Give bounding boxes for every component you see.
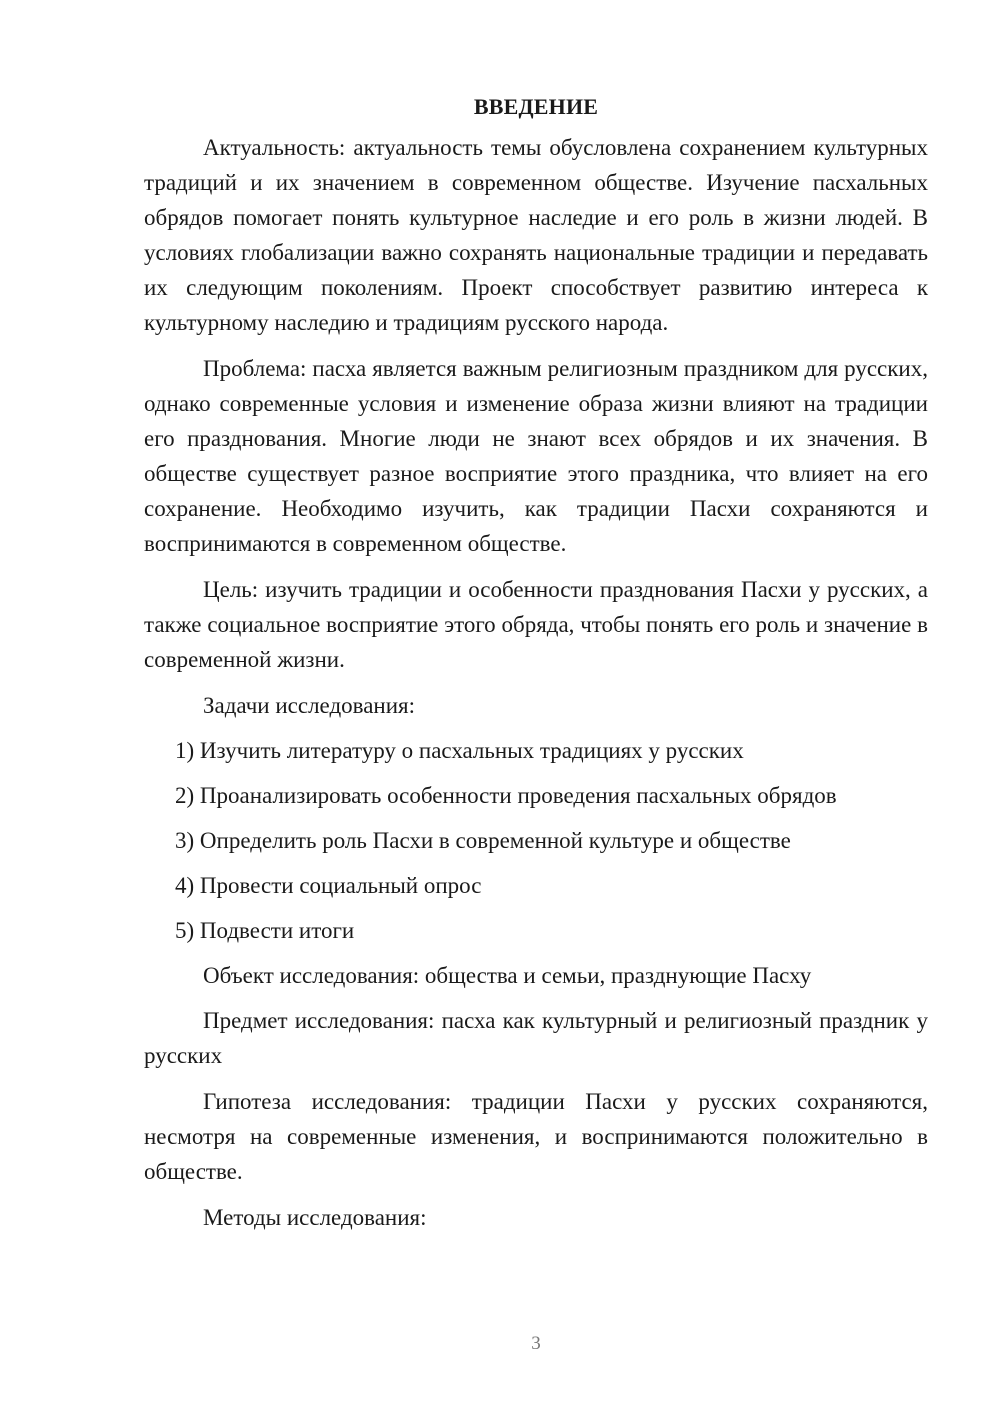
goal-paragraph: Цель: изучить традиции и особенности празднования Пасхи у русских, а также социальное восприятие этого обряда, чтобы понять его роль и значение в современной жизни. <box>144 577 928 672</box>
page-number: 3 <box>531 1333 541 1354</box>
list-item: 3) Определить роль Пасхи в современной культуре и обществе <box>175 828 791 853</box>
hypothesis-paragraph: Гипотеза исследования: традиции Пасхи у русских сохраняются, несмотря на современные изменения, и воспринимаются положительно в обществе. <box>144 1089 928 1184</box>
relevance-paragraph: Актуальность: актуальность темы обусловлена сохранением культурных традиций и их значением в современном обществе. Изучение пасхальных обрядов помогает понять культурное наследие и его роль в жизни людей. В условиях глобализации важно сохранять национальные традиции и передавать их следующим поколениям. Проект способствует развитию интереса к культурному наследию и традициям русского народа. <box>144 135 928 335</box>
object-paragraph: Объект исследования: общества и семьи, празднующие Пасху <box>203 963 812 988</box>
document-page <box>144 92 928 1245</box>
list-item: 4) Провести социальный опрос <box>175 873 482 898</box>
list-item: 5) Подвести итоги <box>175 918 355 943</box>
methods-label: Методы исследования: <box>203 1205 427 1230</box>
list-item: 2) Проанализировать особенности проведения пасхальных обрядов <box>175 783 837 808</box>
tasks-list <box>144 733 928 948</box>
list-item: 1) Изучить литературу о пасхальных традициях у русских <box>175 738 744 763</box>
page-title: ВВЕДЕНИЕ <box>473 94 599 119</box>
tasks-label: Задачи исследования: <box>203 693 416 718</box>
problem-paragraph: Проблема: пасха является важным религиозным праздником для русских, однако современные условия и изменение образа жизни влияют на традиции его празднования. Многие люди не знают всех обрядов и их значения. В обществе существует разное восприятие этого праздника, что влияет на его сохранение. Необходимо изучить, как традиции Пасхи сохраняются и воспринимаются в современном обществе. <box>144 356 928 556</box>
subject-paragraph: Предмет исследования: пасха как культурный и религиозный праздник у русских <box>144 1008 928 1068</box>
